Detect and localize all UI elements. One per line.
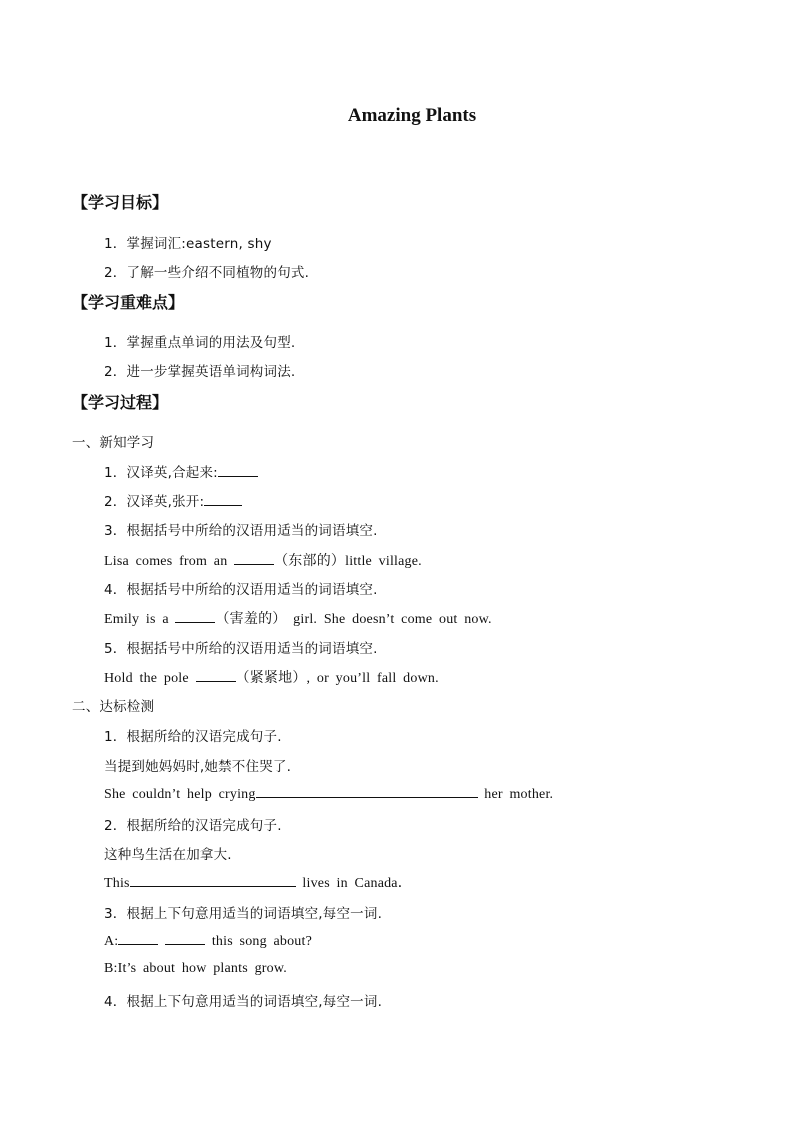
sentence-part: （害羞的） girl. She doesn’t come out now. <box>215 612 492 627</box>
heading-key-points: 【学习重难点】 <box>72 293 185 312</box>
sentence-part: her mother. <box>484 787 554 802</box>
s1-question-2 <box>104 490 242 510</box>
s1-question-4-sentence <box>104 608 492 628</box>
s1-question-3: 3．根据括号中所给的汉语用适当的词语填空. <box>104 523 378 539</box>
sentence-part: （东部的）little village. <box>274 554 422 569</box>
s2-question-2-sentence <box>104 872 412 892</box>
answer-blank[interactable] <box>165 932 205 945</box>
sentence-part: this song about? <box>211 934 313 949</box>
key-point-item-1: 1．掌握重点单词的用法及句型. <box>104 335 296 351</box>
s2-question-3-line-b: B:It’s about how plants grow. <box>104 961 287 976</box>
s1-question-5-sentence <box>104 667 439 687</box>
heading-process: 【学习过程】 <box>72 393 169 412</box>
sentence-part: lives in Canada． <box>302 876 412 891</box>
sentence-part: Hold the pole <box>104 671 189 686</box>
section-2-title: 二、达标检测 <box>72 699 155 715</box>
key-point-item-2: 2．进一步掌握英语单词构词法. <box>104 364 296 380</box>
s2-question-1-sentence <box>104 785 553 803</box>
sentence-part: Lisa comes from an <box>104 554 228 569</box>
s2-question-4: 4．根据上下句意用适当的词语填空,每空一词. <box>104 994 383 1010</box>
answer-blank[interactable] <box>234 552 274 565</box>
goal-item-2: 2．了解一些介绍不同植物的句式. <box>104 265 310 281</box>
answer-blank[interactable] <box>256 785 478 798</box>
answer-blank[interactable] <box>130 874 296 887</box>
heading-goals: 【学习目标】 <box>72 193 169 212</box>
sentence-part: She couldn’t help crying <box>104 787 256 802</box>
s1-question-3-sentence <box>104 550 422 570</box>
goal-item-1: 1．掌握词汇:eastern, shy <box>104 236 272 252</box>
s2-question-3: 3．根据上下句意用适当的词语填空,每空一词. <box>104 906 383 922</box>
sentence-part: （紧紧地）, or you’ll fall down. <box>235 671 439 686</box>
s1-question-4: 4．根据括号中所给的汉语用适当的词语填空. <box>104 582 378 598</box>
answer-blank[interactable] <box>204 493 242 506</box>
s2-question-3-line-a <box>104 932 312 950</box>
s2-question-1: 1．根据所给的汉语完成句子. <box>104 729 282 745</box>
s1-question-2-text: 2．汉译英,张开: <box>104 494 205 510</box>
sentence-part: This <box>104 876 130 891</box>
sentence-part: A: <box>104 934 119 949</box>
answer-blank[interactable] <box>196 669 236 682</box>
section-1-title: 一、新知学习 <box>72 435 155 451</box>
answer-blank[interactable] <box>218 464 258 477</box>
sentence-part: Emily is a <box>104 612 169 627</box>
s1-question-5: 5．根据括号中所给的汉语用适当的词语填空. <box>104 641 378 657</box>
page-title: Amazing Plants <box>347 105 477 126</box>
s2-question-1-chinese: 当提到她妈妈时,她禁不住哭了. <box>104 759 292 775</box>
s1-question-1 <box>104 461 258 481</box>
answer-blank[interactable] <box>175 610 215 623</box>
s2-question-2-chinese: 这种鸟生活在加拿大. <box>104 847 232 863</box>
s2-question-2: 2．根据所给的汉语完成句子. <box>104 818 282 834</box>
answer-blank[interactable] <box>118 932 158 945</box>
s1-question-1-text: 1．汉译英,合起来: <box>104 465 218 481</box>
